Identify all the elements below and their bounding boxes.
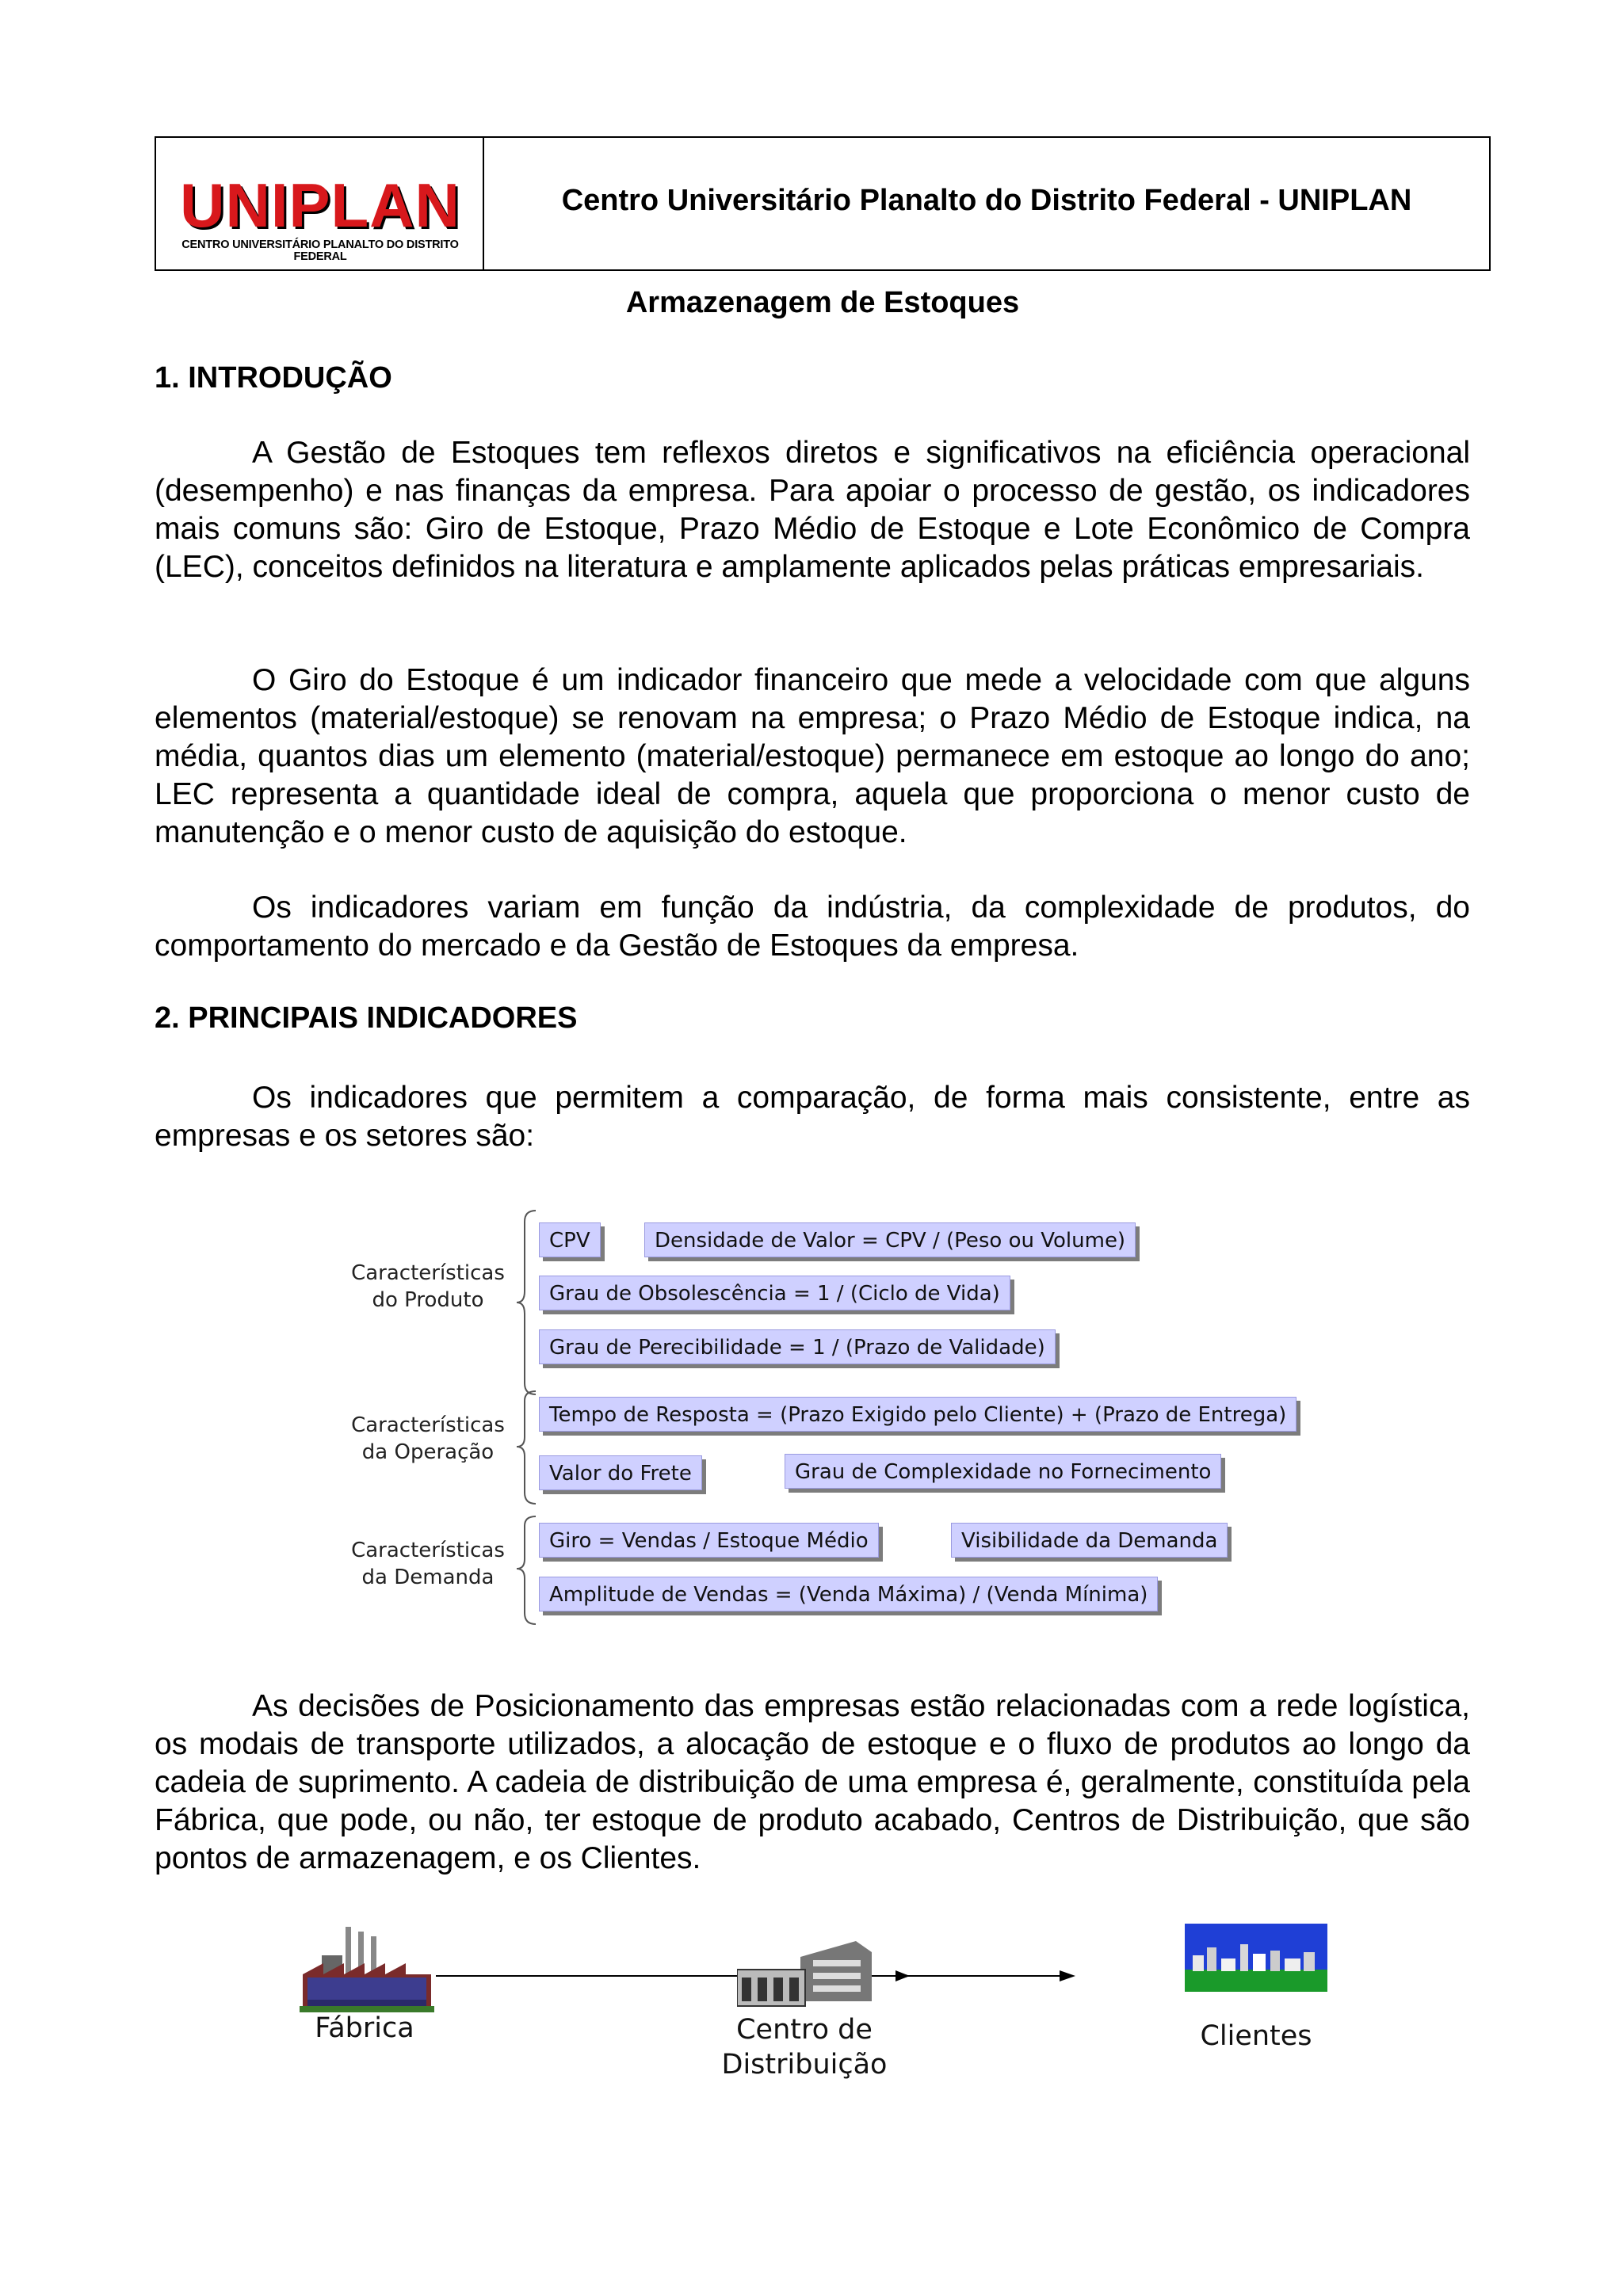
distribution-diagram xyxy=(293,1917,1355,2100)
uniplan-logo: UNIPLAN xyxy=(180,170,460,240)
node-label-line: Distribuição xyxy=(721,2049,888,2081)
group-label-line: da Operação xyxy=(361,1440,495,1464)
node-label-centro-distribuicao xyxy=(713,2012,896,2082)
brace-demanda xyxy=(515,1515,539,1626)
indicator-grau-perecibilidade: Grau de Perecibilidade = 1 / (Prazo de Validade) xyxy=(539,1329,1056,1364)
logo-cell xyxy=(156,138,484,269)
factory-icon xyxy=(300,1927,434,2014)
section-heading-introducao: 1. INTRODUÇÃO xyxy=(155,361,392,395)
node-label-clientes: Clientes xyxy=(1200,2020,1312,2052)
arrow-cd-clientes xyxy=(876,1968,1082,1984)
group-label-line: do Produto xyxy=(372,1288,484,1312)
indicator-grau-complexidade: Grau de Complexidade no Fornecimento xyxy=(785,1454,1221,1489)
indicator-giro: Giro = Vendas / Estoque Médio xyxy=(539,1523,879,1558)
brace-operacao xyxy=(515,1390,539,1505)
indicator-amplitude-vendas: Amplitude de Vendas = (Venda Máxima) / (Venda Mínima) xyxy=(539,1577,1158,1611)
indicator-tempo-resposta: Tempo de Resposta = (Prazo Exigido pelo Cliente) + (Prazo de Entrega) xyxy=(539,1397,1296,1432)
document-header xyxy=(155,136,1491,271)
city-icon xyxy=(1185,1924,1327,1992)
group-label-line: da Demanda xyxy=(361,1566,495,1589)
node-label-fabrica: Fábrica xyxy=(315,2012,414,2044)
group-label-produto xyxy=(341,1260,515,1314)
header-title: Centro Universitário Planalto do Distrito Federal - UNIPLAN xyxy=(561,183,1412,217)
logo-subtitle: CENTRO UNIVERSITÁRIO PLANALTO DO DISTRITO FEDERAL xyxy=(181,238,459,263)
node-label-line: Centro de xyxy=(736,2014,873,2046)
paragraph-intro-3: Os indicadores variam em função da indústria, da complexidade de produtos, do comportamento do mercado e da Gestão de Estoques da empresa. xyxy=(155,891,1470,963)
indicator-densidade-valor: Densidade de Valor = CPV / (Peso ou Volume) xyxy=(644,1222,1136,1257)
group-label-line: Características xyxy=(351,1539,505,1562)
indicator-grau-obsolescencia: Grau de Obsolescência = 1 / (Ciclo de Vida) xyxy=(539,1276,1010,1310)
group-label-demanda xyxy=(341,1537,515,1591)
indicators-diagram xyxy=(198,1173,1323,1640)
paragraph-posicionamento: As decisões de Posicionamento das empresas estão relacionadas com a rede logística, os modais de transporte utilizados, a alocação de estoque e o fluxo de produtos ao longo da cadeia de suprimento. A cadeia de distribuição de uma empresa é, geralmente, constituída pela Fábrica, que pode, ou não, ter estoque de produto acabado, Centros de Distribuição, que são pontos de armazenagem, e os Clientes. xyxy=(155,1689,1470,1875)
group-label-line: Características xyxy=(351,1413,505,1437)
paragraph-indicadores-1: Os indicadores que permitem a comparação, de forma mais consistente, entre as empresas e os setores são: xyxy=(155,1081,1470,1153)
section-heading-indicadores: 2. PRINCIPAIS INDICADORES xyxy=(155,1001,578,1035)
indicator-valor-frete: Valor do Frete xyxy=(539,1455,702,1490)
document-title: Armazenagem de Estoques xyxy=(625,286,1020,319)
indicator-visibilidade-demanda: Visibilidade da Demanda xyxy=(951,1523,1228,1558)
brace-produto xyxy=(515,1209,539,1396)
indicator-cpv: CPV xyxy=(539,1222,601,1257)
group-label-line: Características xyxy=(351,1261,505,1285)
paragraph-intro-2: O Giro do Estoque é um indicador financeiro que mede a velocidade com que alguns elementos (material/estoque) se renovam na empresa; o Prazo Médio de Estoque indica, na média, quantos dias um elemento (material/estoque) permanece em estoque ao longo do ano; LEC representa a quantidade ideal de compra, aquela que proporciona o menor custo de manutenção e o menor custo de aquisição do estoque. xyxy=(155,663,1470,849)
group-label-operacao xyxy=(341,1412,515,1466)
warehouse-icon xyxy=(737,1941,872,2012)
paragraph-intro-1: A Gestão de Estoques tem reflexos diretos e significativos na eficiência operacional (desempenho) e nas finanças da empresa. Para apoiar o processo de gestão, os indicadores mais comuns são: Giro de Estoque, Prazo Médio de Estoque e Lote Econômico de Compra (LEC), conceitos definidos na literatura e amplamente aplicados pelas práticas empresariais. xyxy=(155,436,1470,584)
